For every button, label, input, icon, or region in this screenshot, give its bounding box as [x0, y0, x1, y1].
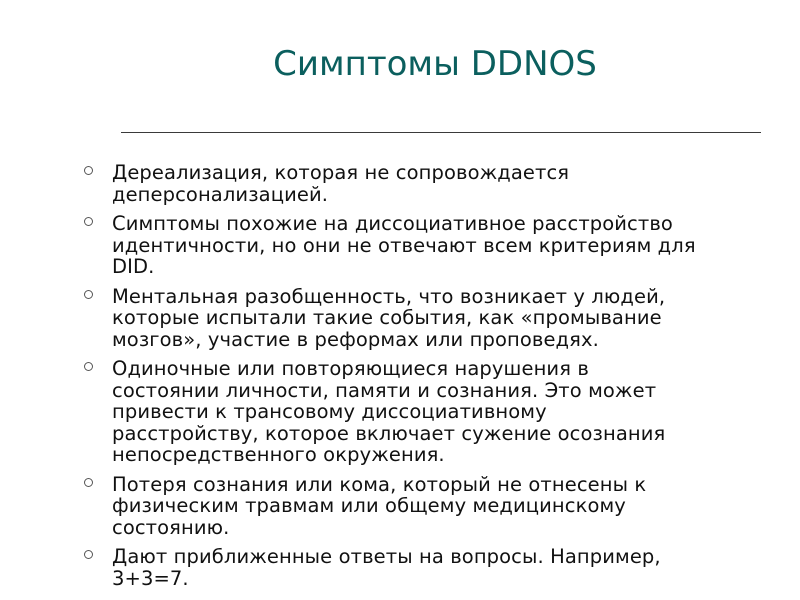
bullet-line: непосредственного окружения. — [112, 443, 445, 466]
bullet-line: состоянии личности, памяти и сознания. Это может — [112, 378, 657, 402]
hollow-circle-bullet-icon — [84, 362, 93, 371]
hollow-circle-bullet-icon — [84, 217, 93, 226]
bullet-line: Симптомы похожие на диссоциативное расстройство — [112, 212, 673, 235]
bullet-text — [112, 213, 782, 278]
bullet-item — [82, 162, 782, 205]
bullet-line: DID. — [112, 255, 155, 278]
bullet-line: 3+3=7. — [112, 566, 189, 590]
bullet-item — [82, 474, 782, 539]
hollow-circle-bullet-icon — [84, 166, 93, 175]
bullet-text — [112, 286, 782, 351]
bullet-line: которые испытали такие события, как «промывание — [112, 306, 662, 329]
bullet-text — [112, 162, 782, 205]
hollow-circle-bullet-icon — [84, 550, 93, 559]
bullet-list — [82, 162, 782, 597]
bullet-text — [112, 474, 782, 539]
bullet-text — [112, 546, 782, 589]
title-divider — [121, 132, 761, 133]
bullet-line: Потеря сознания или кома, который не отнесены к — [112, 472, 647, 496]
hollow-circle-bullet-icon — [84, 478, 93, 487]
bullet-line: Дереализация, которая не сопровождается — [112, 161, 570, 184]
slide-title: Симптомы DDNOS — [273, 44, 597, 84]
bullet-line: расстройству, которое включает сужение осознания — [112, 421, 666, 445]
bullet-item — [82, 546, 782, 589]
bullet-line: Одиночные или повторяющиеся нарушения в — [112, 357, 589, 380]
bullet-item — [82, 358, 782, 466]
bullet-line: Дают приближенные ответы на вопросы. Например, — [112, 545, 661, 568]
bullet-line: состоянию. — [112, 515, 230, 539]
bullet-line: деперсонализацией. — [112, 182, 329, 206]
bullet-text — [112, 358, 782, 466]
bullet-line: мозгов», участие в реформах или проповедях. — [112, 327, 599, 351]
bullet-line: идентичности, но они не отвечают всем критериям для — [112, 233, 696, 257]
bullet-line: физическим травмам или общему медицинскому — [112, 494, 626, 517]
hollow-circle-bullet-icon — [84, 290, 93, 299]
bullet-line: Ментальная разобщенность, что возникает у людей, — [112, 284, 666, 308]
bullet-item — [82, 213, 782, 278]
bullet-line: привести к трансовому диссоциативному — [112, 400, 547, 423]
bullet-item — [82, 286, 782, 351]
